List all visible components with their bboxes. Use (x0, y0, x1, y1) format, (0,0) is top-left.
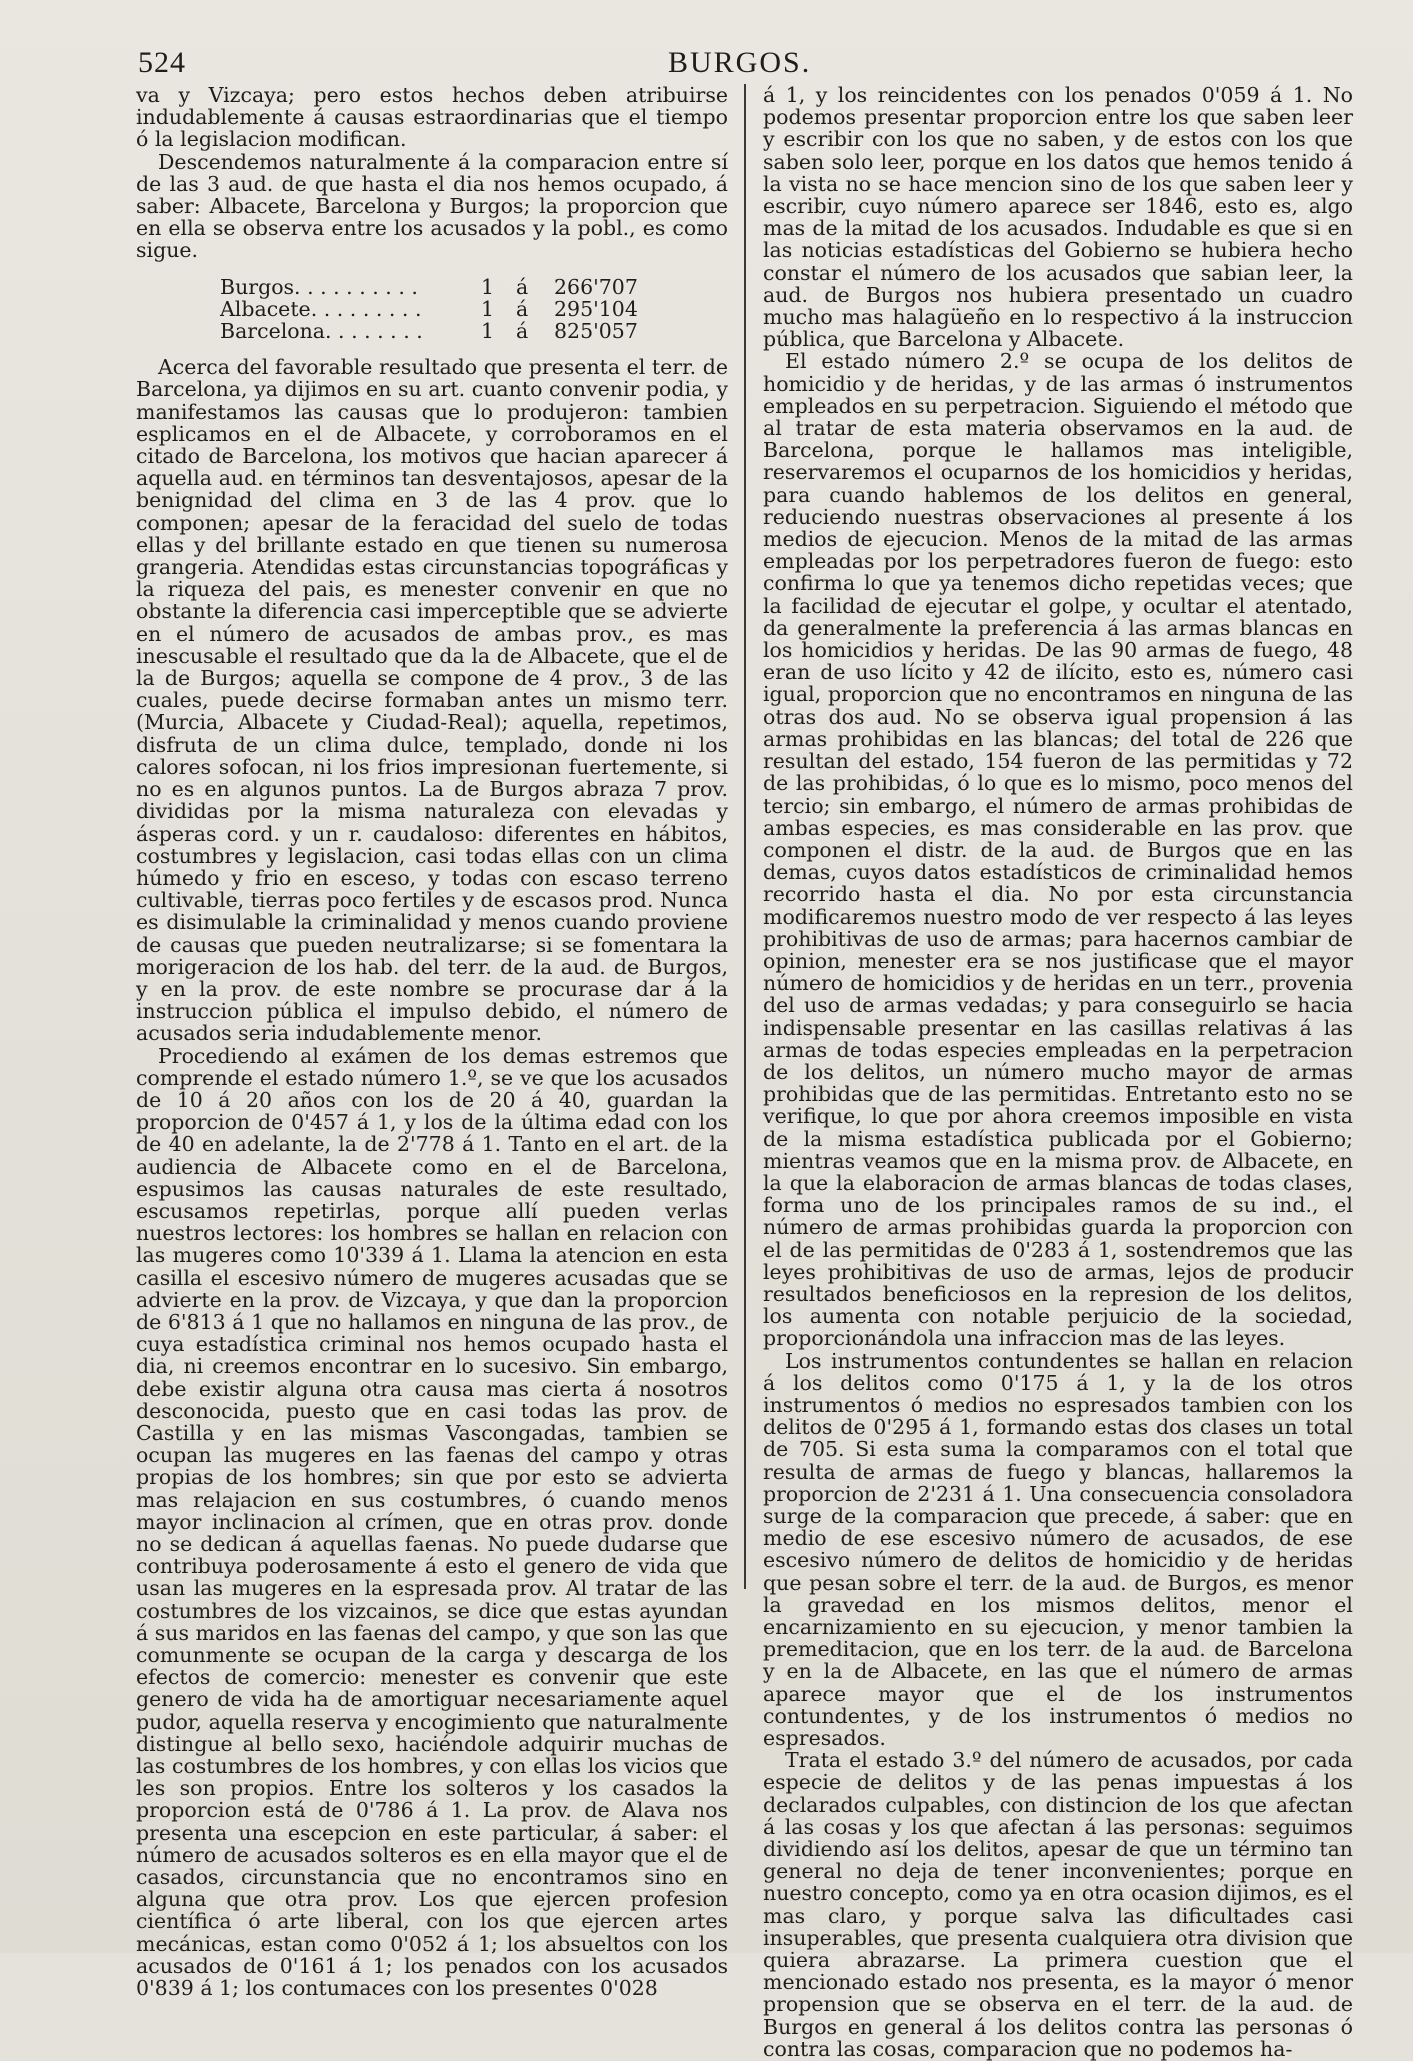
table-row (220, 276, 638, 298)
right-column (763, 83, 1353, 2061)
body-paragraph: á 1, y los reincidentes con los penados 0'059 á 1. No podemos presentar proporcion entre los que saben leer y escribir con los que no saben, y de estos con los que saben solo leer, porque en los datos que hemos tenido á la vista no se hace mencion sino de los que saben leer y escribir, cuyo número aparece ser 1846, esto es, algo mas de la mitad de los acusados. Indudable es que si en las noticias estadísticas del Gobierno se hubiera hecho constar el número de los acusados que sabian leer, la aud. de Burgos nos hubiera presentado un cuadro mucho mas halagüeño en lo respectivo á la instruccion pública, que Barcelona y Albacete. (763, 83, 1353, 352)
comparison-paragraph: Descendemos naturalmente á la comparacion entre sí de las 3 aud. de que hasta el dia nos hemos ocupado, á saber: Albacete, Barcelona y Burgos; la proporcion que en ella se observa entre los acusados y la pobl., es como sigue. (136, 149, 728, 263)
page-number: 524 (138, 46, 186, 79)
body-paragraph: Los instrumentos contundentes se hallan en relacion á los delitos como 0'175 á 1, y la de los otros instrumentos ó medios no espresados tambien con los delitos de 0'295 á 1, formando estas dos clases un total de 705. Si esta suma la comparamos con el total que resulta de armas de fuego y blancas, hallaremos la proporcion de 2'231 á 1. Una consecuencia consoladora surge de la comparacion que precede, á saber: que en medio de ese escesivo número de acusados, de ese escesivo número de delitos de homicidio y de heridas que pesan sobre el terr. de la aud. de Burgos, es menor la gravedad en los mismos delitos, menor el encarnizamiento en su ejecucion, y menor tambien la premeditacion, que en los terr. de la aud. de Barcelona y en la de Albacete, en las que el número de armas aparece mayor que el de los instrumentos contundentes, y de los instrumentos ó medios no espresados. (763, 1348, 1353, 1751)
intro-paragraph: va y Vizcaya; pero estos hechos deben atribuirse indudablemente á causas estraordinarias que el tiempo ó la legislacion modifican. (136, 83, 728, 152)
body-paragraph: Procediendo al exámen de los demas estremos que comprende el estado número 1.º, se ve que los acusados de 10 á 20 años con los de 20 á 40, guardan la proporcion de 0'457 á 1, y los de la última edad con los de 40 en adelante, la de 2'778 á 1. Tanto en el art. de la audiencia de Albacete como en el de Barcelona, espusimos las causas naturales de este resultado, escusamos repetirlas, porque allí pueden verlas nuestros lectores: los hombres se hallan en relacion con las mugeres como 10'339 á 1. Llama la atencion en esta casilla el escesivo número de mugeres acusadas que se advierte en la prov. de Vizcaya, y que dan la proporcion de 6'813 á 1 que no hallamos en ninguna de las prov., de cuya estadística criminal nos hemos ocupado hasta el dia, ni creemos encontrar en lo sucesivo. Sin embargo, debe existir alguna otra causa mas cierta á nosotros desconocida, puesto que en casi todas las prov. de Castilla y en las mismas Vascongadas, tambien se ocupan las mugeres en las faenas del campo y otras propias de los hombres; sin que por esto se advierta mas relajacion en sus costumbres, ó cuando menos mayor inclinacion al crímen, que en otras prov. donde no se dedican á aquellas faenas. No puede dudarse que contribuya poderosamente á esto el genero de vida que usan las mugeres en la espresada prov. Al tratar de las costumbres de los vizcainos, se dice que estas ayundan á sus maridos en las faenas del campo, y que son las que comunmente se ocupan de la carga y descarga de los efectos de comercio: menester es convenir que este genero de vida ha de amortiguar necesariamente aquel pudor, aquella reserva y encogimiento que naturalmente distingue al bello sexo, haciéndole adquirir muchas de las costumbres de los hombres, y con ellas los vicios que les son propios. Entre los solteros y los casados la proporcion está de 0'786 á 1. La prov. de Alava nos presenta una escepcion en este particular, á saber: el número de acusados solteros es en ella mayor que el de casados, circunstancia que no encontramos sino en alguna que otra prov. Los que ejercen profesion científica ó arte liberal, con los que ejercen artes mecánicas, estan como 0'052 á 1; los absueltos con los acusados de 0'161 á 1; los penados con los acusados 0'839 á 1; los contumaces con los presentes 0'028 (136, 1043, 728, 2001)
table-cell-place: Albacete. . . . . . . . . (220, 296, 422, 321)
ratio-table (220, 276, 638, 343)
table-cell-one: 1 (480, 296, 494, 321)
body-paragraph: Acerca del favorable resultado que presenta el terr. de Barcelona, ya dijimos en su art. cuanto convenir podia, y manifestamos las causas que lo produjeron: tambien esplicamos en el de Albacete, y corroboramos en el citado de Barcelona, los motivos que hacian aparecer á aquella aud. en términos tan desventajosos, apesar de la benignidad del clima en 3 de las 4 prov. que lo componen; apesar de la feracidad del suelo de todas ellas y del brillante estado en que tienen su numerosa grangeria. Atendidas estas circunstancias topográficas y la riqueza del pais, es menester convenir en que no obstante la diferencia casi imperceptible que se advierte en el número de acusados de ambas prov., es mas inescusable el resultado que da la de Albacete, que el de la de Burgos; aquella se compone de 4 prov., 3 de las cuales, puede decirse formaban antes un mismo terr. (Murcia, Albacete y Ciudad-Real); aquella, repetimos, disfruta de un clima dulce, templado, donde ni los calores sofocan, ni los frios impresionan fuertemente, si no es en algunos puntos. La de Burgos abraza 7 prov. divididas por la misma naturaleza con elevadas y ásperas cord. y un r. caudaloso: diferentes en hábitos, costumbres y legislacion, casi todas ellas con un clima húmedo y frio en esceso, y todas con escaso terreno cultivable, tierras poco fertiles y de escasos prod. Nunca es disimulable la criminalidad y menos cuando proviene de causas que pueden neutralizarse; si se fomentara la morigeracion de los hab. del terr. de la aud. de Burgos, y en la prov. de este nombre se procurase dar á la instruccion pública el impulso debido, el número de acusados seria indudablemente menor. (136, 355, 728, 1046)
table-cell-a: á (516, 296, 529, 321)
body-paragraph: Trata el estado 3.º del número de acusados, por cada especie de delitos y de las penas impuestas á los declarados culpables, con distincion de los que afectan á las cosas y los que afectan á las personas: seguimos dividiendo así los delitos, apesar de que un término tan general no deja de tener inconvenientes; porque en nuestro concepto, como ya en otra ocasion dijimos, es el mas claro, y porque salva las dificultades casi insuperables, que presenta cualquiera otra division que quiera abrazarse. La primera cuestion que el mencionado estado nos presenta, es la mayor ó menor propension que se observa en el terr. de la aud. de Burgos en general á los delitos contra las personas ó contra las cosas, comparacion que no podemos ha- (763, 1748, 1353, 2061)
table-cell-place: Barcelona. . . . . . . . (220, 319, 423, 344)
table-cell-a: á (516, 274, 529, 299)
table-row (220, 320, 638, 342)
table-cell-one: 1 (480, 274, 494, 299)
body-paragraph: El estado número 2.º se ocupa de los delitos de homicidio y de heridas, y de las armas ó instrumentos empleados en su perpetracion. Siguiendo el método que al tratar de esta materia observamos en la aud. de Barcelona, porque le hallamos mas inteligible, reservaremos el ocuparnos de los homicidios y heridas, para cuando hablemos de los delitos en general, reduciendo nuestras observaciones al presente á los medios de ejecucion. Menos de la mitad de las armas empleadas por los perpetradores fueron de fuego: esto confirma lo que ya tenemos dicho repetidas veces; que la facilidad de ejecutar el golpe, y ocultar el atentado, da generalmente la preferencia á las armas blancas en los homicidios y heridas. De las 90 armas de fuego, 48 eran de uso lícito y 42 de ilícito, esto es, número casi igual, proporcion que no encontramos en ninguna de las otras dos aud. No se observa igual propension á las armas prohibidas en las blancas; del total de 226 que resultan del estado, 154 fueron de las permitidas y 72 de las prohibidas, ó lo que es lo mismo, poco menos del tercio; sin embargo, el número de armas prohibidas de ambas especies, es mas considerable en las prov. que componen el distr. de la aud. de Burgos que en las demas, cuyos datos estadísticos de criminalidad hemos recorrido hasta el dia. No por esta circunstancia modificaremos nuestro modo de ver respecto á las leyes prohibitivas de uso de armas; para hacernos cambiar de opinion, menester era se nos justificase que el mayor número de homicidios y de heridas en un terr., provenia del uso de armas vedadas; y para conseguirlo se hacia indispensable presentar en las casillas relativas á las armas de todas especies empleadas en la perpetracion de los delitos, un número mucho mayor de armas prohibidas que de las permitidas. Entretanto esto no se verifique, lo que por ahora creemos imposible en vista de la misma estadística publicada por el Gobierno; mientras veamos que en la misma prov. de Albacete, en la que la elaboracion de armas blancas de todas clases, forma uno de los principales ramos de su ind., el número de armas prohibidas guarda la proporcion con el de las permitidas de 0'283 á 1, sostendremos que las leyes prohibitivas de uso de armas, lejos de producir resultados beneficiosos en la represion de los delitos, los aumenta con notable perjuicio de la sociedad, proporcionándola una infraccion mas de las leyes. (763, 349, 1353, 1351)
table-cell-value: 825'057 (554, 319, 638, 344)
running-title: BURGOS. (668, 46, 812, 79)
column-divider (744, 84, 746, 1589)
page-header (138, 46, 1328, 86)
left-column (136, 83, 728, 2001)
table-cell-value: 295'104 (554, 296, 638, 321)
table-cell-place: Burgos. . . . . . . . . . (220, 274, 418, 299)
table-cell-one: 1 (480, 319, 494, 344)
table-cell-value: 266'707 (554, 274, 638, 299)
table-row (220, 298, 638, 320)
table-cell-a: á (516, 319, 529, 344)
